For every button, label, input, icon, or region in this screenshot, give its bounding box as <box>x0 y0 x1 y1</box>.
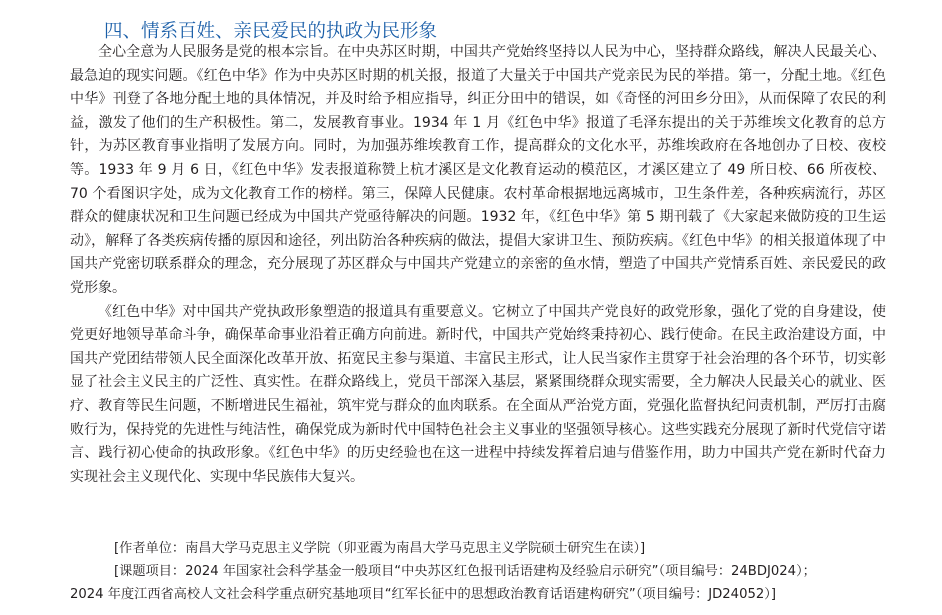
article-body <box>70 41 886 489</box>
section-title: 四、情系百姓、亲民爱民的执政为民形象 <box>104 21 438 43</box>
project-note-line-2: 2024 年度江西省高校人文社会科学重点研究基地项目“红军长征中的思想政治教育话语建构研究”（项目编号：JD24052）] <box>70 587 776 602</box>
paragraph-2: 《红色中华》对中国共产党执政形象塑造的报道具有重要意义。它树立了中国共产党良好的政党形象，强化了党的自身建设，使党更好地领导革命斗争，确保革命事业沿着正确方向前进。新时代，中国共产党始终秉持初心、践行使命。在民主政治建设方面，中国共产党团结带领人民全面深化改革开放、拓宽民主参与渠道、丰富民主形式，让人民当家作主贯穿于社会治理的各个环节，切实彰显了社会主义民主的广泛性、真实性。在群众路线上，党员干部深入基层，紧紧围绕群众现实需要，全力解决人民最关心的就业、医疗、教育等民生问题，不断增进民生福祉，筑牢党与群众的血肉联系。在全面从严治党方面，党强化监督执纪问责机制，严厉打击腐败行为，保持党的先进性与纯洁性，确保党成为新时代中国特色社会主义事业的坚强领导核心。这些实践充分展现了新时代党信守诺言、践行初心使命的执政形象。《红色中华》的历史经验也在这一进程中持续发挥着启迪与借鉴作用，助力中国共产党在新时代奋力实现社会主义现代化、实现中华民族伟大复兴。 <box>70 303 886 485</box>
paragraph-1: 全心全意为人民服务是党的根本宗旨。在中央苏区时期，中国共产党始终坚持以人民为中心，坚持群众路线，解决人民最关心、最急迫的现实问题。《红色中华》作为中央苏区时期的机关报，报道了大量关于中国共产党亲民为民的举措。第一，分配土地。《红色中华》刊登了各地分配土地的具体情况，并及时给予相应指导，纠正分田中的错误，如《奇怪的河田乡分田》，从而保障了农民的利益，激发了他们的生产积极性。第二，发展教育事业。1934 年 1 月《红色中华》报道了毛泽东提出的关于苏维埃文化教育的总方针，为苏区教育事业指明了发展方向。同时，为加强苏维埃教育工作，提高群众的文化水平，苏维埃政府在各地创办了日校、夜校等。1933 年 9 月 6 日，《红色中华》发表报道称赞上杭才溪区是文化教育运动的模范区，才溪区建立了 49 所日校、66 所夜校、70 个看图识字处，成为文化教育工作的榜样。第三，保障人民健康。农村革命根据地远离城市，卫生条件差，各种疾病流行，苏区群众的健康状况和卫生问题已经成为中国共产党亟待解决的问题。1932 年，《红色中华》第 5 期刊载了《大家起来做防疫的卫生运动》，解释了各类疾病传播的原因和途径，列出防治各种疾病的做法，提倡大家讲卫生、预防疾病。《红色中华》的相关报道体现了中国共产党密切联系群众的理念，充分展现了苏区群众与中国共产党建立的亲密的鱼水情，塑造了中国共产党情系百姓、亲民爱民的政党形象。 <box>70 44 886 296</box>
author-unit-note: [作者单位：南昌大学马克思主义学院（卯亚霞为南昌大学马克思主义学院硕士研究生在读）] <box>114 541 646 556</box>
project-note-line-1: [课题项目：2024 年国家社会科学基金一般项目“中央苏区红色报刊话语建构及经验启示研究”（项目编号：24BDJ024）； <box>114 564 816 579</box>
footnotes <box>70 537 886 606</box>
